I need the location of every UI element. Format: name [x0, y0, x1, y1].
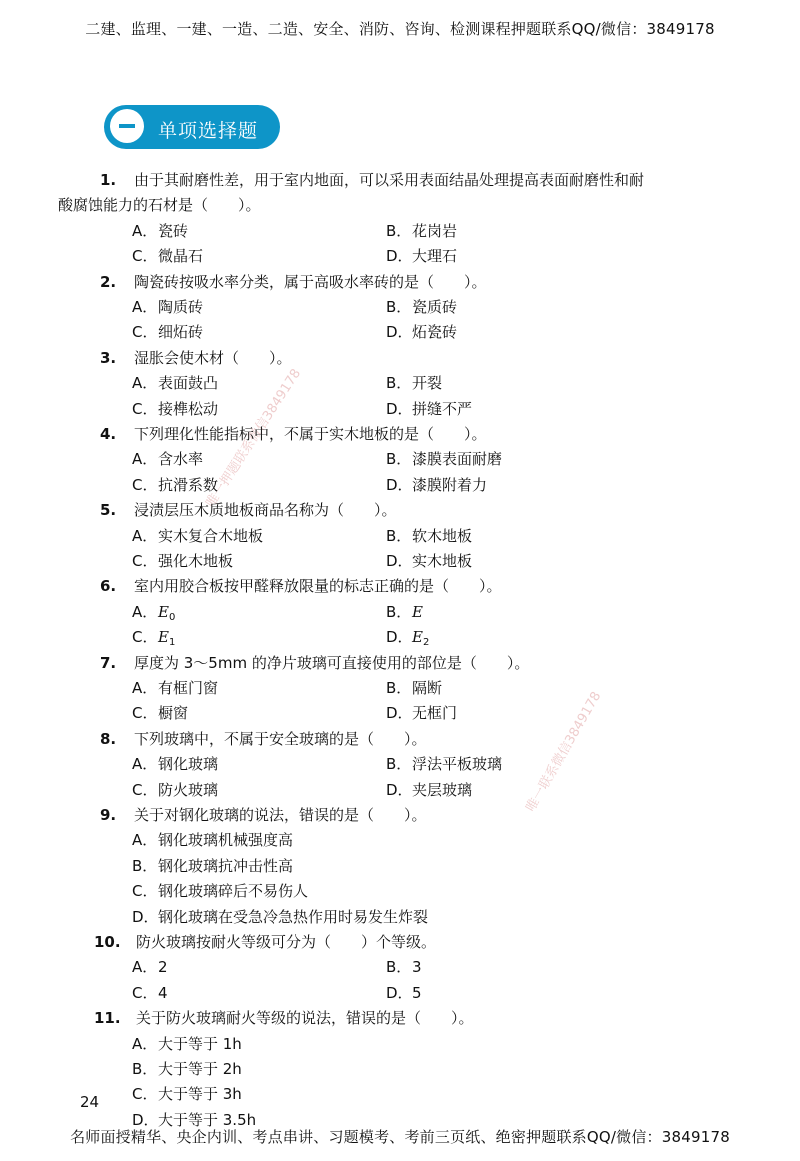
answer-option [132, 1034, 242, 1054]
watermark: 唯一联系微信3849178 [523, 689, 605, 815]
option-text: 3 [412, 958, 422, 977]
option-text: 强化木地板 [158, 552, 234, 570]
option-letter: D． [386, 704, 413, 723]
option-text: 开裂 [412, 374, 443, 393]
question-stem [100, 500, 397, 520]
answer-option [386, 957, 422, 977]
option-text: 钢化玻璃在受急冷急热作用时易发生炸裂 [158, 907, 429, 926]
question-stem [100, 348, 292, 368]
option-text: 陶质砖 [158, 298, 204, 316]
answer-option [132, 602, 175, 622]
option-letter: C． [132, 399, 158, 418]
option-text: 瓷质砖 [412, 298, 458, 316]
option-symbol: E [412, 628, 423, 647]
question-text: 关于对钢化玻璃的说法，错误的是（ ）。 [134, 806, 427, 824]
option-letter: D． [386, 552, 413, 570]
footer-banner: 名师面授精华、央企内训、考点串讲、习题模考、考前三页纸、绝密押题联系QQ/微信：3849178 [70, 1128, 730, 1146]
option-text: 实木地板 [412, 552, 473, 570]
answer-option [132, 322, 203, 342]
option-text: 大于等于 3h [158, 1085, 242, 1104]
answer-option [132, 1084, 242, 1104]
answer-option [132, 907, 428, 927]
answer-option [386, 297, 457, 317]
option-text: 细炻砖 [158, 323, 204, 342]
question-stem [100, 424, 487, 444]
option-text: 有框门窗 [158, 679, 219, 697]
option-symbol: E [412, 602, 423, 621]
option-letter: A． [132, 450, 158, 469]
question-number: 6. [100, 577, 117, 596]
answer-option [132, 221, 188, 241]
question-text: 湿胀会使木材（ ）。 [134, 348, 292, 367]
answer-option [132, 246, 203, 266]
option-text: 漆膜表面耐磨 [412, 450, 503, 469]
answer-option [132, 703, 188, 723]
question-text: 防火玻璃按耐火等级可分为（ ）个等级。 [136, 933, 437, 951]
option-text: 2 [158, 958, 168, 977]
answer-option [132, 399, 218, 419]
question-stem [100, 653, 529, 673]
option-text: 隔断 [412, 679, 443, 697]
answer-option [386, 602, 423, 622]
question-stem [100, 576, 502, 596]
option-text: 大理石 [412, 247, 458, 266]
question-number: 10. [94, 933, 121, 951]
option-letter: C． [132, 552, 158, 570]
option-text: 4 [158, 983, 168, 1002]
option-letter: A． [132, 755, 158, 774]
option-subscript: 1 [168, 637, 176, 649]
header-banner: 二建、监理、一建、一造、二造、安全、消防、咨询、检测课程押题联系QQ/微信：3849178 [85, 20, 715, 38]
question-text-continued: 酸腐蚀能力的石材是（ ）。 [58, 196, 261, 215]
answer-option [132, 678, 218, 698]
answer-option [132, 983, 168, 1003]
option-letter: B． [386, 450, 412, 469]
answer-option [132, 780, 218, 800]
answer-option [386, 526, 472, 546]
question-stem [100, 805, 427, 825]
answer-option [132, 297, 203, 317]
option-text: 夹层玻璃 [412, 780, 473, 799]
option-letter: C． [132, 475, 158, 494]
option-text: 拼缝不严 [412, 399, 473, 418]
option-text: 抗滑系数 [158, 475, 219, 494]
answer-option [386, 983, 422, 1003]
option-letter: D． [386, 983, 413, 1002]
answer-option [386, 399, 472, 419]
answer-option [386, 246, 457, 266]
option-letter: D． [386, 247, 413, 266]
option-text: 钢化玻璃抗冲击性高 [158, 856, 294, 875]
option-text: 5 [412, 983, 422, 1002]
question-number: 9. [100, 806, 117, 824]
option-letter: D． [386, 323, 413, 342]
option-letter: C． [132, 1085, 158, 1104]
option-text: 接榫松动 [158, 399, 219, 418]
answer-option [132, 526, 263, 546]
section-title: 单项选择题 [158, 120, 259, 142]
option-letter: B． [386, 602, 412, 621]
answer-option [386, 221, 457, 241]
watermark: 唯一押题联系微信3849178 [203, 366, 305, 511]
option-letter: A． [132, 831, 158, 850]
answer-option [386, 449, 502, 469]
option-text: 浮法平板玻璃 [412, 755, 503, 774]
option-letter: A． [132, 602, 158, 621]
question-number: 1. [100, 171, 117, 189]
option-letter: B． [386, 374, 412, 393]
answer-option [386, 475, 487, 495]
option-text: 无框门 [412, 704, 458, 723]
question-text: 陶瓷砖按吸水率分类，属于高吸水率砖的是（ ）。 [134, 272, 487, 291]
answer-option [132, 449, 203, 469]
option-subscript: 2 [422, 637, 430, 649]
answer-option [132, 881, 308, 901]
option-text: 大于等于 3.5h [158, 1110, 257, 1129]
question-stem [100, 170, 644, 190]
option-letter: A． [132, 526, 158, 545]
option-text: 钢化玻璃碎后不易伤人 [158, 882, 309, 901]
answer-option [132, 1059, 242, 1079]
option-text: 钢化玻璃 [158, 755, 219, 774]
option-letter: C． [132, 983, 158, 1002]
answer-option [386, 754, 502, 774]
option-text: 瓷砖 [158, 221, 189, 240]
option-symbol: E [158, 602, 169, 621]
answer-option [132, 373, 218, 393]
answer-option [386, 322, 457, 342]
answer-option [132, 856, 293, 876]
option-subscript: 0 [168, 611, 176, 623]
option-letter: D． [132, 1110, 159, 1129]
question-stem [100, 272, 487, 292]
answer-option [386, 551, 472, 571]
option-text: 防火玻璃 [158, 780, 219, 799]
answer-option [132, 551, 233, 571]
answer-option [386, 703, 457, 723]
option-letter: B． [386, 679, 412, 697]
question-stem [94, 932, 436, 952]
option-text: 微晶石 [158, 247, 204, 266]
answer-option [132, 830, 293, 850]
option-letter: B． [386, 958, 412, 977]
answer-option [132, 475, 218, 495]
answer-option [386, 627, 429, 647]
option-letter: B． [386, 221, 412, 240]
option-text: 表面鼓凸 [158, 374, 219, 393]
answer-option [386, 678, 442, 698]
question-number: 2. [100, 272, 117, 291]
option-symbol: E [158, 628, 169, 647]
option-letter: C． [132, 323, 158, 342]
answer-option [132, 754, 218, 774]
option-text: 钢化玻璃机械强度高 [158, 831, 294, 850]
option-letter: B． [132, 1060, 158, 1078]
question-number: 11. [94, 1009, 121, 1028]
option-letter: D． [386, 399, 413, 418]
option-text: 含水率 [158, 450, 204, 469]
question-text: 浸渍层压木质地板商品名称为（ ）。 [134, 501, 397, 520]
answer-option [386, 780, 472, 800]
option-letter: C． [132, 780, 158, 799]
option-text: 橱窗 [158, 704, 189, 723]
page-number: 24 [80, 1093, 100, 1111]
option-text: 花岗岩 [412, 221, 458, 240]
question-number: 7. [100, 653, 117, 672]
option-letter: B． [386, 755, 412, 774]
question-number: 8. [100, 729, 117, 748]
option-letter: B． [132, 856, 158, 875]
question-number: 5. [100, 501, 117, 520]
question-text: 厚度为 3～5mm 的净片玻璃可直接使用的部位是（ ）。 [134, 653, 530, 672]
option-letter: C． [132, 882, 158, 901]
option-text: 大于等于 1h [158, 1034, 242, 1053]
option-text: 漆膜附着力 [412, 475, 488, 494]
option-letter: D． [386, 475, 413, 494]
answer-option [386, 373, 442, 393]
option-letter: A． [132, 374, 158, 393]
option-letter: C． [132, 247, 158, 266]
option-letter: D． [386, 628, 413, 647]
question-text: 由于其耐磨性差，用于室内地面，可以采用表面结晶处理提高表面耐磨性和耐 [134, 171, 645, 189]
question-number: 4. [100, 425, 117, 443]
option-letter: B． [386, 298, 412, 316]
question-number: 3. [100, 348, 117, 367]
option-letter: D． [132, 907, 159, 926]
question-text: 下列玻璃中，不属于安全玻璃的是（ ）。 [134, 729, 427, 748]
option-letter: A． [132, 958, 158, 977]
answer-option [132, 957, 168, 977]
option-letter: A． [132, 221, 158, 240]
option-text: 软木地板 [412, 526, 473, 545]
option-letter: D． [386, 780, 413, 799]
option-letter: A． [132, 1034, 158, 1053]
option-letter: C． [132, 704, 158, 723]
option-letter: B． [386, 526, 412, 545]
question-stem [94, 1008, 474, 1028]
option-text: 实木复合木地板 [158, 526, 264, 545]
option-text: 大于等于 2h [158, 1060, 242, 1078]
option-letter: A． [132, 679, 158, 697]
question-stem [100, 729, 427, 749]
question-text: 下列理化性能指标中，不属于实木地板的是（ ）。 [134, 425, 487, 443]
answer-option [132, 627, 175, 647]
question-text: 关于防火玻璃耐火等级的说法，错误的是（ ）。 [136, 1009, 474, 1028]
option-letter: A． [132, 298, 158, 316]
option-letter: C． [132, 628, 158, 647]
option-text: 炻瓷砖 [412, 323, 458, 342]
question-text: 室内用胶合板按甲醛释放限量的标志正确的是（ ）。 [134, 577, 502, 596]
